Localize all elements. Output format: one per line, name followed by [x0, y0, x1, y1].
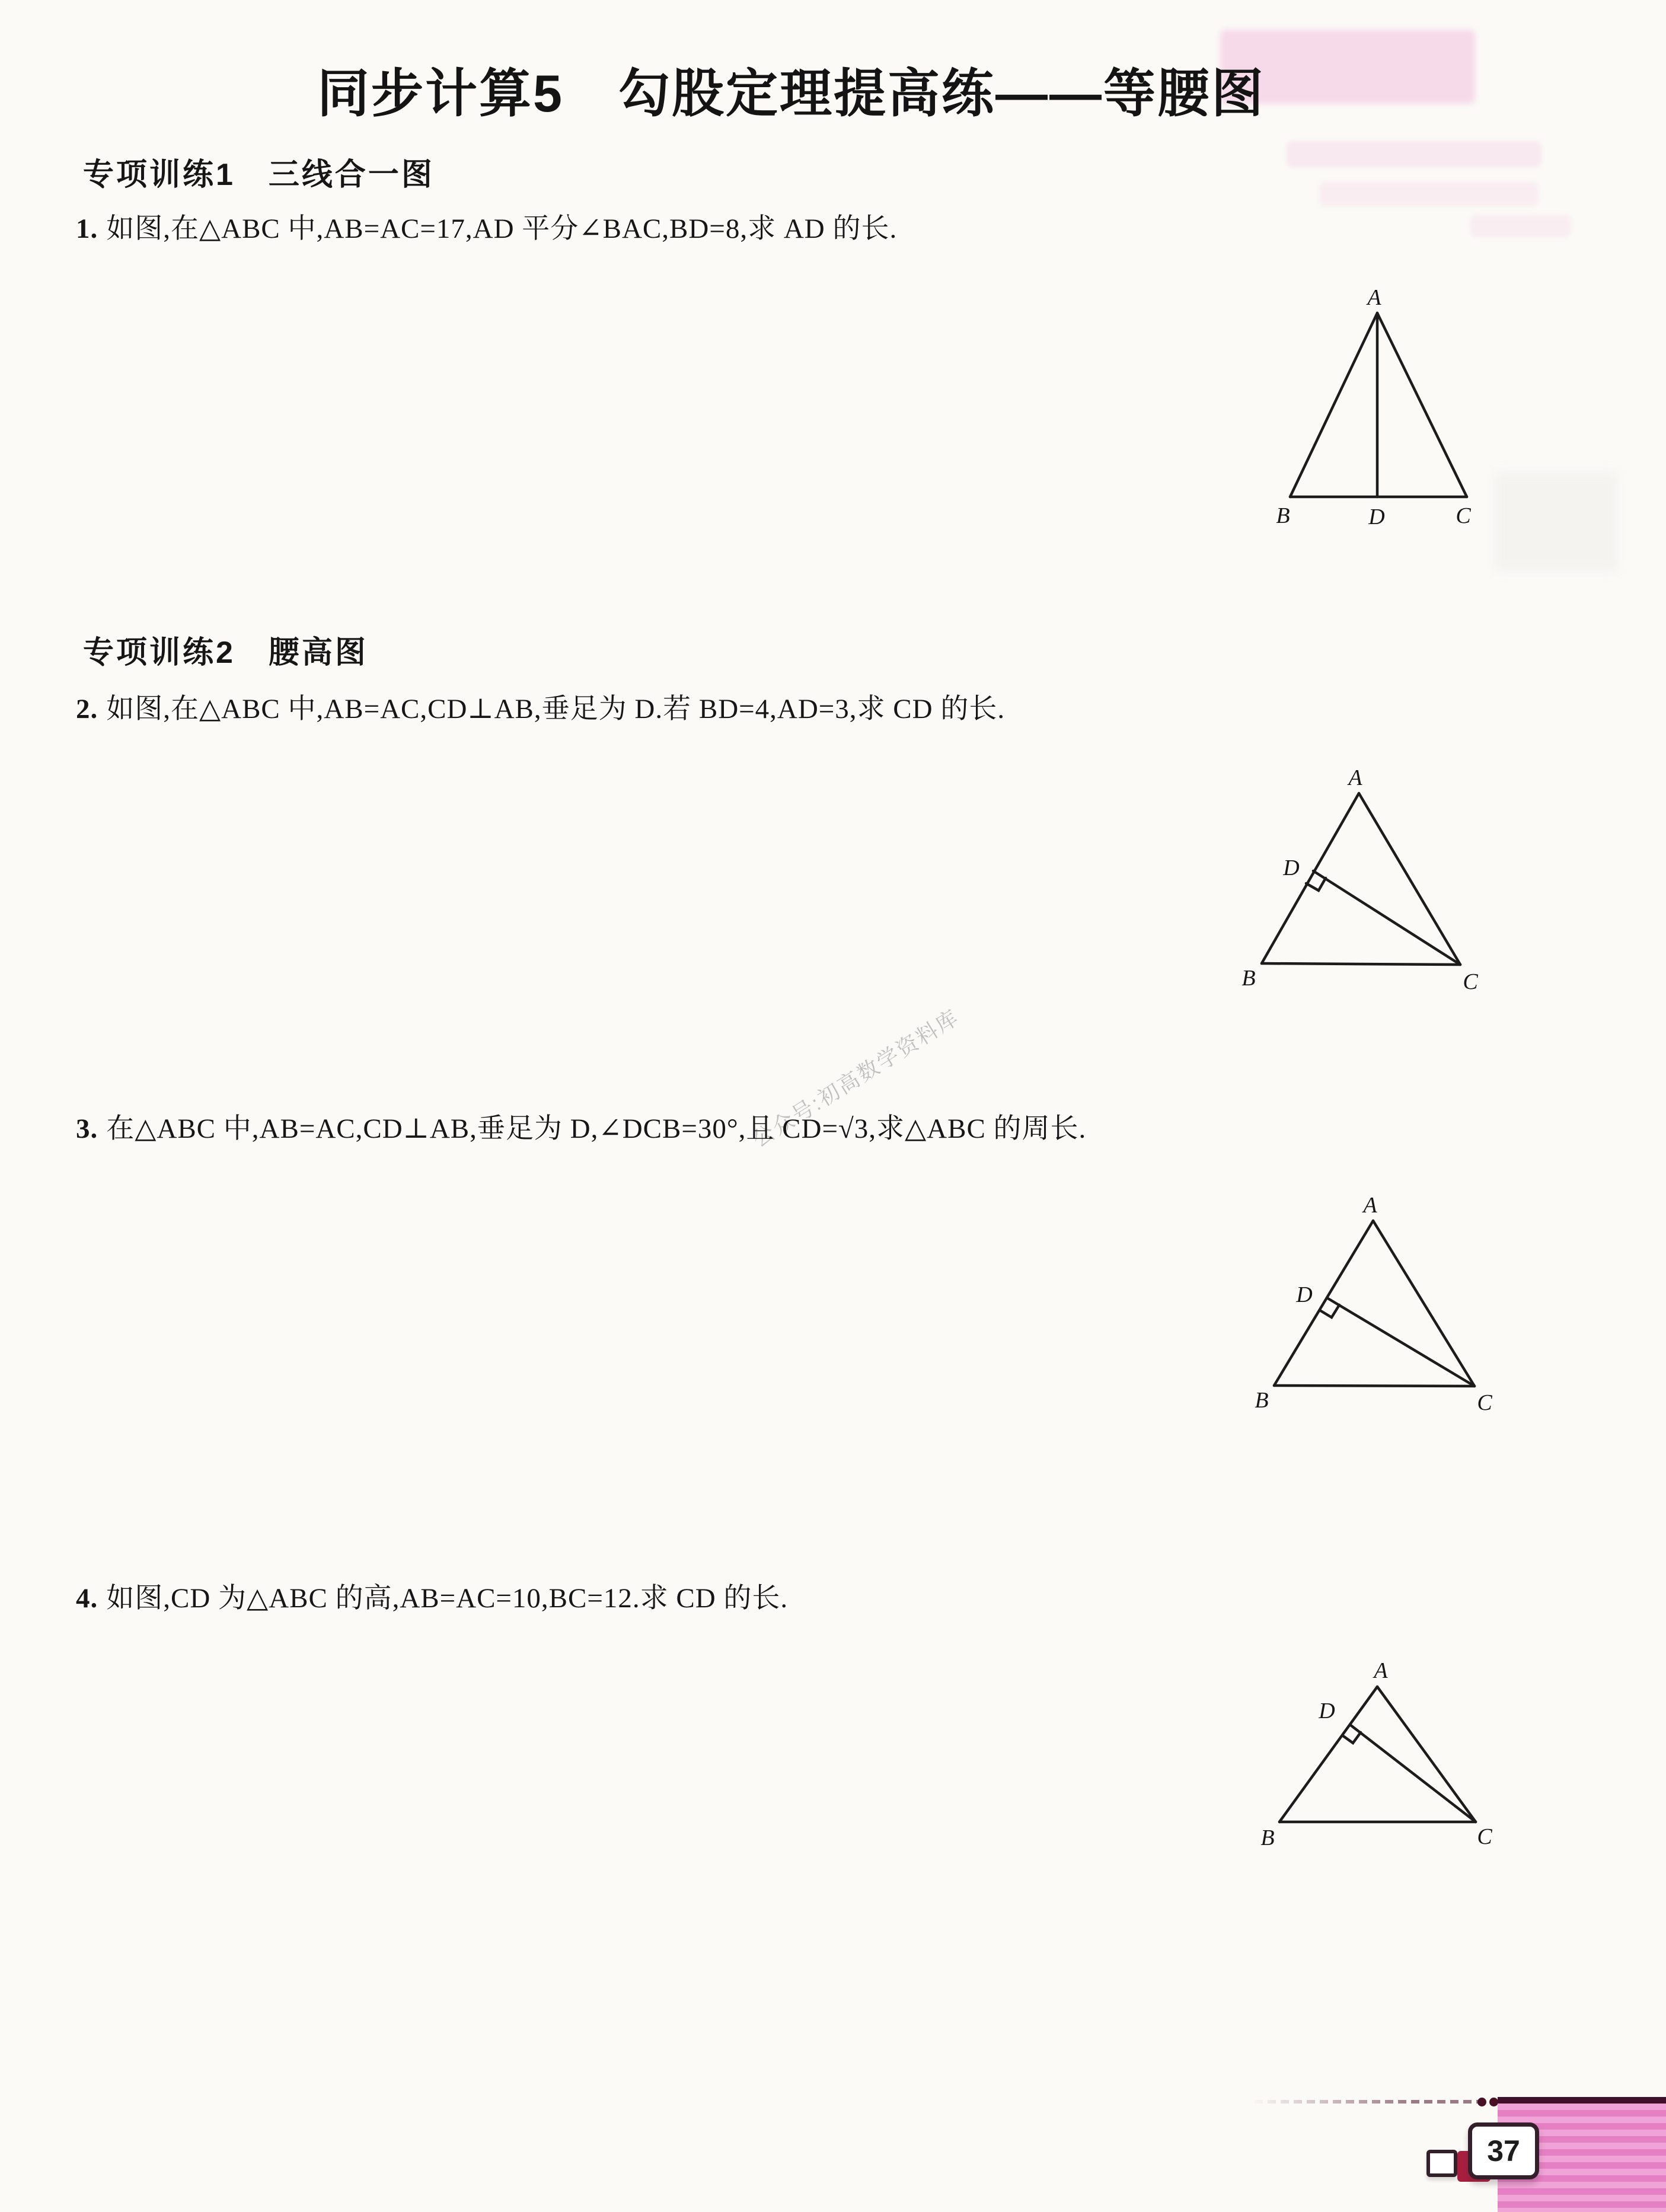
- problem-3-text: 在△ABC 中,AB=AC,CD⊥AB,垂足为 D,∠DCB=30°,且 CD=√3,求△ABC 的周长.: [106, 1113, 1087, 1144]
- section-1-heading: 专项训练1 三线合一图: [83, 158, 435, 192]
- vertex-label-C: C: [1477, 1824, 1492, 1849]
- segment-DC: [1313, 871, 1460, 965]
- problem-2-number: 2.: [76, 694, 98, 724]
- ghost-bleedthrough: [1494, 471, 1619, 572]
- segment-DC: [1327, 1298, 1474, 1386]
- vertex-label-D: D: [1368, 505, 1385, 529]
- problem-3: [76, 1106, 1086, 1146]
- problem-1-number: 1.: [76, 213, 98, 244]
- vertex-label-A: A: [1363, 1193, 1377, 1218]
- problem-2-text: 如图,在△ABC 中,AB=AC,CD⊥AB,垂足为 D.若 BD=4,AD=3,求 CD 的长.: [106, 694, 1006, 724]
- vertex-label-A: A: [1374, 1658, 1388, 1683]
- vertex-label-A: A: [1367, 285, 1381, 310]
- footer-top-rule: [1498, 2097, 1666, 2104]
- segment-AB: [1274, 1221, 1373, 1386]
- vertex-label-C: C: [1456, 503, 1471, 528]
- segment-AC: [1377, 313, 1467, 497]
- segment-DC: [1350, 1725, 1476, 1822]
- page-number-badge: [1468, 2122, 1539, 2179]
- ghost-bleedthrough: [1287, 141, 1541, 167]
- diagram-3-altitude-to-leg: [1245, 1186, 1500, 1423]
- diagram-4-altitude-to-leg: [1245, 1642, 1500, 1850]
- problem-3-number: 3.: [76, 1113, 98, 1144]
- page-title: 同步计算5 勾股定理提高练——等腰图: [317, 64, 1265, 123]
- problem-4-number: 4.: [76, 1583, 98, 1614]
- segment-AC: [1377, 1687, 1476, 1822]
- segment-AC: [1373, 1221, 1474, 1386]
- diagram-1-isosceles-median: [1245, 279, 1494, 540]
- problem-1-text: 如图,在△ABC 中,AB=AC=17,AD 平分∠BAC,BD=8,求 AD 的长.: [106, 213, 898, 244]
- page-number: 37: [1487, 2134, 1520, 2168]
- ghost-bleedthrough: [1470, 215, 1571, 237]
- vertex-label-D: D: [1319, 1699, 1335, 1723]
- segment-BC: [1262, 963, 1460, 965]
- vertex-label-C: C: [1477, 1390, 1492, 1415]
- vertex-label-B: B: [1260, 1825, 1275, 1850]
- vertex-label-B: B: [1241, 966, 1256, 991]
- right-angle-mark: [1342, 1732, 1361, 1743]
- segment-AB: [1290, 313, 1377, 497]
- vertex-label-D: D: [1283, 856, 1300, 880]
- footer-checkbox-mark: [1426, 2150, 1457, 2177]
- problem-2: [76, 687, 1005, 726]
- footer-dot: [1477, 2098, 1486, 2106]
- vertex-label-D: D: [1296, 1282, 1313, 1307]
- footer-dashed-rule: [1250, 2100, 1482, 2104]
- segment-AB: [1262, 793, 1359, 963]
- vertex-label-B: B: [1255, 1388, 1269, 1413]
- watermark-text: 公众号:初高数学资料库: [748, 1004, 964, 1152]
- diagram-2-altitude-to-leg: [1233, 759, 1488, 1008]
- vertex-label-B: B: [1276, 503, 1290, 528]
- vertex-label-A: A: [1348, 765, 1362, 790]
- problem-4-text: 如图,CD 为△ABC 的高,AB=AC=10,BC=12.求 CD 的长.: [106, 1583, 789, 1614]
- problem-1: [76, 206, 897, 246]
- section-2-heading: 专项训练2 腰高图: [83, 636, 368, 670]
- problem-4: [76, 1576, 788, 1616]
- segment-AC: [1359, 793, 1460, 965]
- vertex-label-C: C: [1463, 969, 1478, 994]
- footer-dot: [1489, 2098, 1498, 2106]
- ghost-bleedthrough: [1319, 181, 1539, 206]
